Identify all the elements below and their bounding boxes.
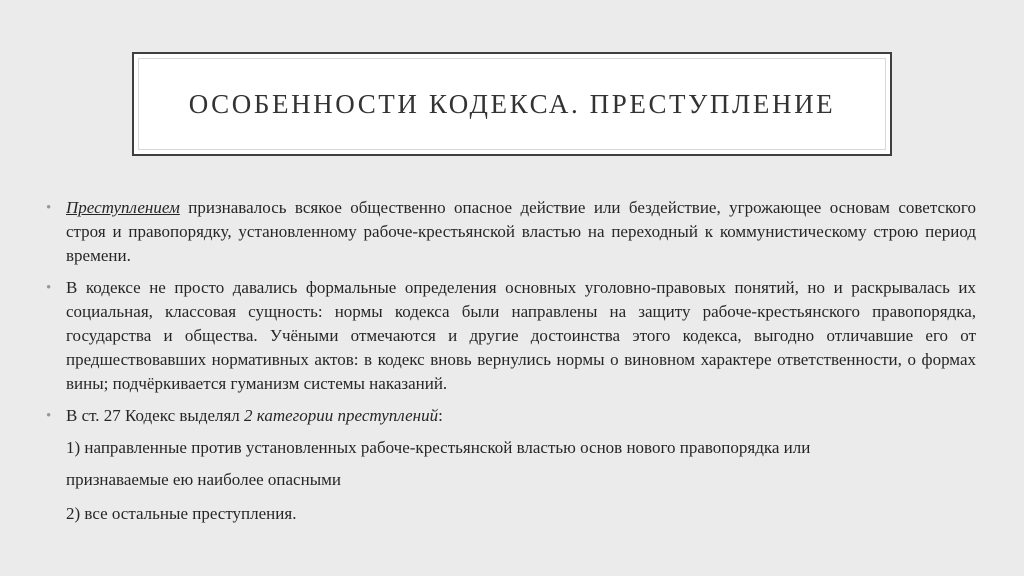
categories-tail: :: [438, 406, 443, 425]
bullet-icon: •: [46, 200, 52, 216]
definition-text: признавалось всякое общественно опасное действие или бездействие, угрожающее основам советского строя и правопорядку, установленному рабоче-крестьянской властью на переходный к коммунистическому строю период времени.: [66, 198, 976, 265]
title-box: [132, 52, 892, 156]
category-1-line: 1) направленные против установленных рабоче-крестьянской властью основ нового правопорядка или: [66, 438, 811, 457]
code-features-text: В кодексе не просто давались формальные определения основных уголовно-правовых понятий, но и раскрывалась их социальная, классовая сущность: нормы кодекса были направлены на защиту рабоче-крестьянского правопорядка, государства и общества. Учёными отмечаются и другие достоинства этого кодекса, выгодно отличавшие его от предшествовавших нормативных актов: в кодекс вновь вернулись нормы о виновном характере ответственности, о формах вины; подчёркивается гуманизм системы наказаний.: [66, 278, 976, 393]
bullet-icon: •: [46, 408, 52, 424]
bullet-item-definition: [46, 196, 976, 268]
term-emphasis: Преступлением: [66, 198, 180, 217]
bullet-item-code-features: [46, 276, 976, 396]
slide-content: [46, 196, 976, 526]
categories-lead: В ст. 27 Кодекс выделял: [66, 406, 245, 425]
category-2-line: 2) все остальные преступления.: [66, 504, 297, 523]
category-1-continuation: признаваемые ею наиболее опасными: [66, 470, 341, 489]
bullet-icon: •: [46, 280, 52, 296]
bullet-item-categories: [46, 404, 976, 428]
categories-emphasis: 2 категории преступлений: [244, 406, 439, 425]
slide-title: ОСОБЕННОСТИ КОДЕКСА. ПРЕСТУПЛЕНИЕ: [188, 88, 836, 119]
